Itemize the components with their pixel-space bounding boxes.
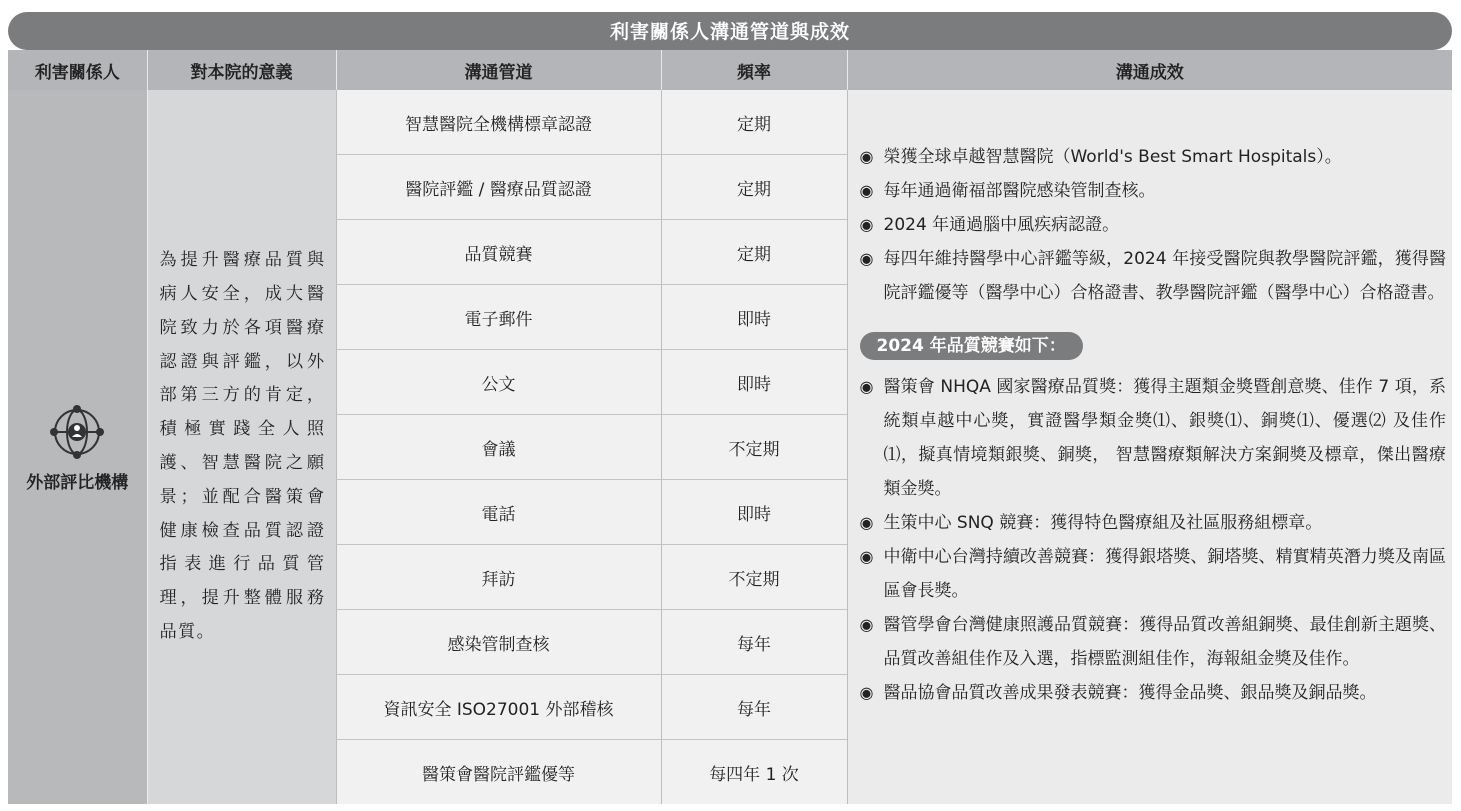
list-item: ◉ 每年通過衛福部醫院感染管制查核。 <box>859 181 1156 201</box>
channel-cell: 電子郵件 <box>336 285 661 350</box>
results-top-list <box>860 140 1447 310</box>
header-channel: 溝通管道 <box>336 50 661 90</box>
frequency-cell: 定期 <box>661 155 847 220</box>
channel-cell: 公文 <box>336 350 661 415</box>
channel-cell: 會議 <box>336 415 661 480</box>
results-bottom-list <box>860 370 1447 710</box>
table-title: 利害關係人溝通管道與成效 <box>8 12 1452 50</box>
channel-cell: 品質競賽 <box>336 220 661 285</box>
table-row <box>8 90 1452 155</box>
list-item: ◉ 醫管學會台灣健康照護品質競賽：獲得品質改善組銅獎、最佳創新主題獎、品質改善組佳作及入選，指標監測組佳作，海報組金獎及佳作。 <box>859 615 1446 669</box>
list-item: ◉ 中衛中心台灣持續改善競賽：獲得銀塔獎、銅塔獎、精實精英潛力獎及南區區會長獎。 <box>859 547 1446 601</box>
frequency-cell: 即時 <box>661 480 847 545</box>
header-stakeholder: 利害關係人 <box>8 50 147 90</box>
channel-cell: 資訊安全 ISO27001 外部稽核 <box>336 675 661 740</box>
header-frequency: 頻率 <box>661 50 847 90</box>
header-result: 溝通成效 <box>847 50 1452 90</box>
competition-heading-pill: 2024 年品質競賽如下： <box>860 332 1083 360</box>
stakeholder-table <box>8 50 1452 804</box>
stakeholder-label: 外部評比機構 <box>26 472 129 493</box>
list-item: ◉ 每四年維持醫學中心評鑑等級，2024 年接受醫院與教學醫院評鑑，獲得醫院評鑑優等（醫學中心）合格證書、教學醫院評鑑（醫學中心）合格證書。 <box>859 249 1446 303</box>
result-cell <box>847 90 1452 804</box>
list-item: ◉ 醫策會 NHQA 國家醫療品質獎：獲得主題類金獎暨創意獎、佳作 7 項，系統類卓越中心獎，實證醫學類金獎⑴、銀獎⑴、銅獎⑴、優選⑵ 及佳作⑴，擬真情境類銀獎、銅獎， 智慧醫療類解決方案銅獎及標章，傑出醫療類金獎。 <box>859 377 1446 499</box>
channel-cell: 醫院評鑑 / 醫療品質認證 <box>336 155 661 220</box>
frequency-cell: 即時 <box>661 350 847 415</box>
meaning-cell: 為提升醫療品質與病人安全，成大醫院致力於各項醫療認證與評鑑，以外部第三方的肯定，積極實踐全人照護、智慧醫院之願景；並配合醫策會健康檢查品質認證指表進行品質管理，提升整體服務品質。 <box>147 90 336 804</box>
stakeholder-cell <box>8 90 147 804</box>
frequency-cell: 每年 <box>661 610 847 675</box>
channel-cell: 拜訪 <box>336 545 661 610</box>
header-row <box>8 50 1452 90</box>
list-item: ◉ 醫品協會品質改善成果發表競賽：獲得金品獎、銀品獎及銅品獎。 <box>859 683 1377 703</box>
frequency-cell: 不定期 <box>661 545 847 610</box>
channel-cell: 醫策會醫院評鑑優等 <box>336 740 661 805</box>
frequency-cell: 不定期 <box>661 415 847 480</box>
frequency-cell: 定期 <box>661 220 847 285</box>
frequency-cell: 每年 <box>661 675 847 740</box>
channel-cell: 感染管制查核 <box>336 610 661 675</box>
frequency-cell: 每四年 1 次 <box>661 740 847 805</box>
frequency-cell: 定期 <box>661 90 847 155</box>
channel-cell: 智慧醫院全機構標章認證 <box>336 90 661 155</box>
frequency-cell: 即時 <box>661 285 847 350</box>
list-item: ◉ 2024 年通過腦中風疾病認證。 <box>859 215 1120 235</box>
header-meaning: 對本院的意義 <box>147 50 336 90</box>
globe-people-icon <box>47 402 107 462</box>
list-item: ◉ 生策中心 SNQ 競賽：獲得特色醫療組及社區服務組標章。 <box>859 513 1323 533</box>
list-item: ◉ 榮獲全球卓越智慧醫院（World's Best Smart Hospitals）。 <box>859 147 1342 167</box>
channel-cell: 電話 <box>336 480 661 545</box>
